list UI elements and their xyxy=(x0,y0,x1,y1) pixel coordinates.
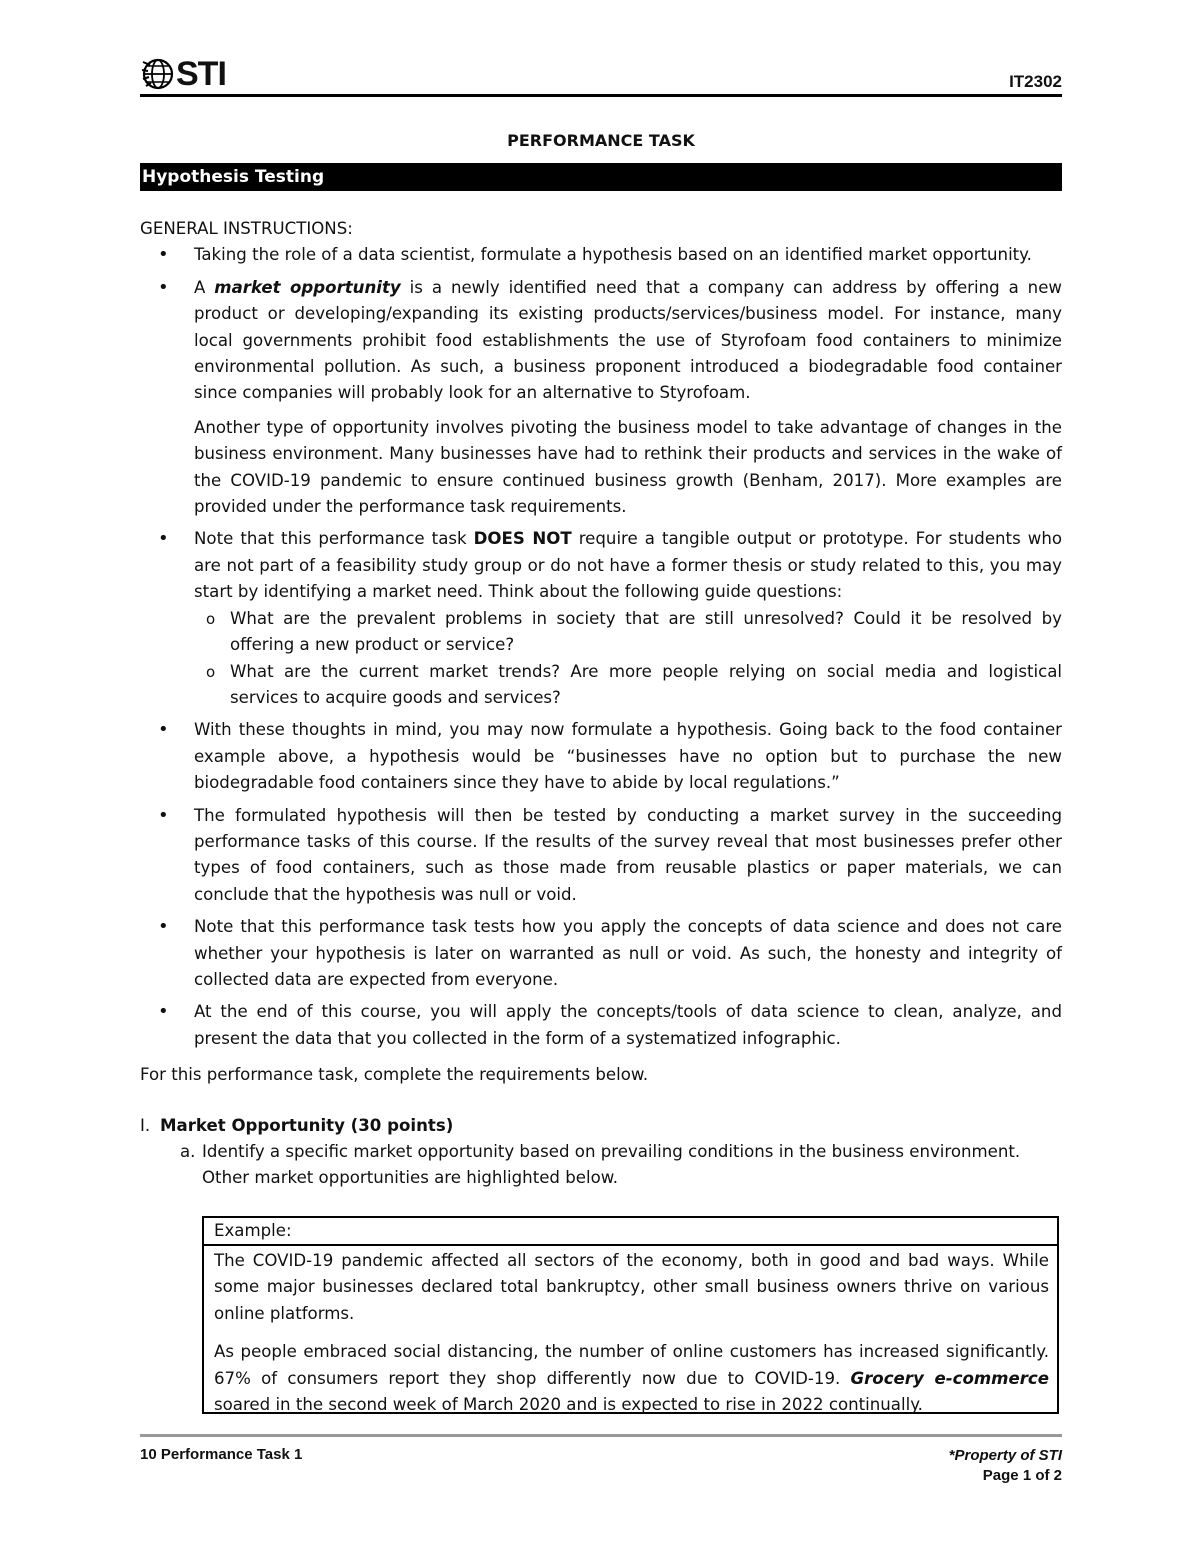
list-item xyxy=(140,242,1062,268)
list-item xyxy=(140,999,1062,1052)
page-number: Page 1 of 2 xyxy=(982,1467,1062,1484)
example-paragraph: The COVID-19 pandemic affected all sectors of the economy, both in good and bad ways. While some major businesses declared total bankruptcy, other small business owners thrive on various online platforms. xyxy=(214,1251,1049,1323)
sub-list-item: o What are the current market trends? Are more people relying on social media and logistical services to acquire goods and services? xyxy=(194,659,1062,712)
list-item xyxy=(140,275,1062,521)
paragraph xyxy=(194,275,1062,407)
text-prefix: As people embraced social distancing, the number of online customers has increased significantly. 67% of consumers report they shop differently now due to COVID-19. xyxy=(214,1342,1049,1388)
instructions-body xyxy=(140,216,1062,1192)
bullet-text: At the end of this course, you will apply the concepts/tools of data science to clean, analyze, and present the data that you collected in the form of a systematized infographic. xyxy=(194,1002,1062,1048)
footer-doc-label: 10 Performance Task 1 xyxy=(140,1446,303,1463)
term-grocery-ecommerce: Grocery e-commerce xyxy=(850,1368,1050,1388)
paragraph: Another type of opportunity involves pivoting the business model to take advantage of changes in the business environment. Many businesses have had to rethink their products and services in the wake of the COVID-19 pandemic to ensure continued business growth (Benham, 2017). More examples are provided under the performance task requirements. xyxy=(194,417,1062,517)
term-market-opportunity: market opportunity xyxy=(214,277,401,297)
list-item xyxy=(140,803,1062,909)
bullet-text: The formulated hypothesis will then be tested by conducting a market survey in the succeeding performance tasks of this course. If the results of the survey reveal that most businesses prefer other types of food containers, such as those made from reusable plastics or paper materials, we can conclude that the hypothesis was null or void. xyxy=(194,805,1062,904)
page-header xyxy=(140,56,1062,96)
instructions-list xyxy=(140,242,1062,1052)
emphasis-does-not: DOES NOT xyxy=(473,529,572,549)
example-content xyxy=(204,1246,1057,1418)
page-title: PERFORMANCE TASK xyxy=(507,131,695,150)
list-item xyxy=(140,526,1062,711)
item-text: Identify a specific market opportunity based on prevailing conditions in the business environment. Other market opportunities are highlighted below. xyxy=(202,1142,1021,1188)
header-divider xyxy=(140,94,1062,97)
text-rest: soared in the second week of March 2020 and is expected to rise in 2022 continually. xyxy=(214,1395,923,1415)
footer-right xyxy=(949,1446,1062,1486)
text-prefix: A xyxy=(194,277,215,297)
bullet-text: Note that this performance task tests how you apply the concepts of data science and does not care whether your hypothesis is later on warranted as null or void. As such, the honesty and integrity of collected data are expected from everyone. xyxy=(194,917,1062,989)
globe-icon xyxy=(140,56,180,92)
bullet-text: Taking the role of a data scientist, formulate a hypothesis based on an identified market opportunity. xyxy=(194,245,1032,265)
requirement-item xyxy=(140,1139,1062,1192)
document-code: IT2302 xyxy=(1009,72,1062,91)
text-rest: is a newly identified need that a company can address by offering a new product or developing/expanding its existing products/services/business model. For instance, many local governments prohibit food establishments the use of Styrofoam food containers to minimize environmental pollution. As such, a business proponent introduced a biodegradable food container since companies will probably look for an alternative to Styrofoam. xyxy=(194,277,1062,403)
requirement-title: Market Opportunity (30 points) xyxy=(160,1115,454,1135)
logo-text: STI xyxy=(176,55,226,93)
general-instructions-label: GENERAL INSTRUCTIONS: xyxy=(140,219,353,238)
requirement-heading xyxy=(140,1113,1062,1139)
example-label: Example: xyxy=(204,1218,1057,1246)
list-item xyxy=(140,717,1062,796)
footer-divider xyxy=(140,1434,1062,1437)
sti-logo xyxy=(140,56,226,92)
text-prefix: Note that this performance task xyxy=(194,529,474,549)
bullet-text: With these thoughts in mind, you may now formulate a hypothesis. Going back to the food container example above, a hypothesis would be “businesses have no option but to purchase the new biodegradable food containers since they have to abide by local regulations.” xyxy=(194,720,1062,793)
example-box xyxy=(202,1216,1059,1414)
property-notice: *Property of STI xyxy=(948,1447,1062,1464)
closing-text: For this performance task, complete the requirements below. xyxy=(140,1065,649,1085)
item-letter: a. xyxy=(180,1142,196,1161)
text-rest: require a tangible output or prototype. For students who are not part of a feasibility study group or do not have a former thesis or study related to this, you may start by identifying a market need. Think about the following guide questions: xyxy=(194,529,1062,602)
example-paragraph xyxy=(214,1339,1049,1418)
section-title: Hypothesis Testing xyxy=(140,163,1062,191)
sub-list-item: o What are the prevalent problems in society that are still unresolved? Could it be resolved by offering a new product or service? xyxy=(194,606,1062,659)
guide-questions xyxy=(194,606,1062,712)
requirement-number: I. xyxy=(140,1115,151,1135)
list-item xyxy=(140,914,1062,993)
